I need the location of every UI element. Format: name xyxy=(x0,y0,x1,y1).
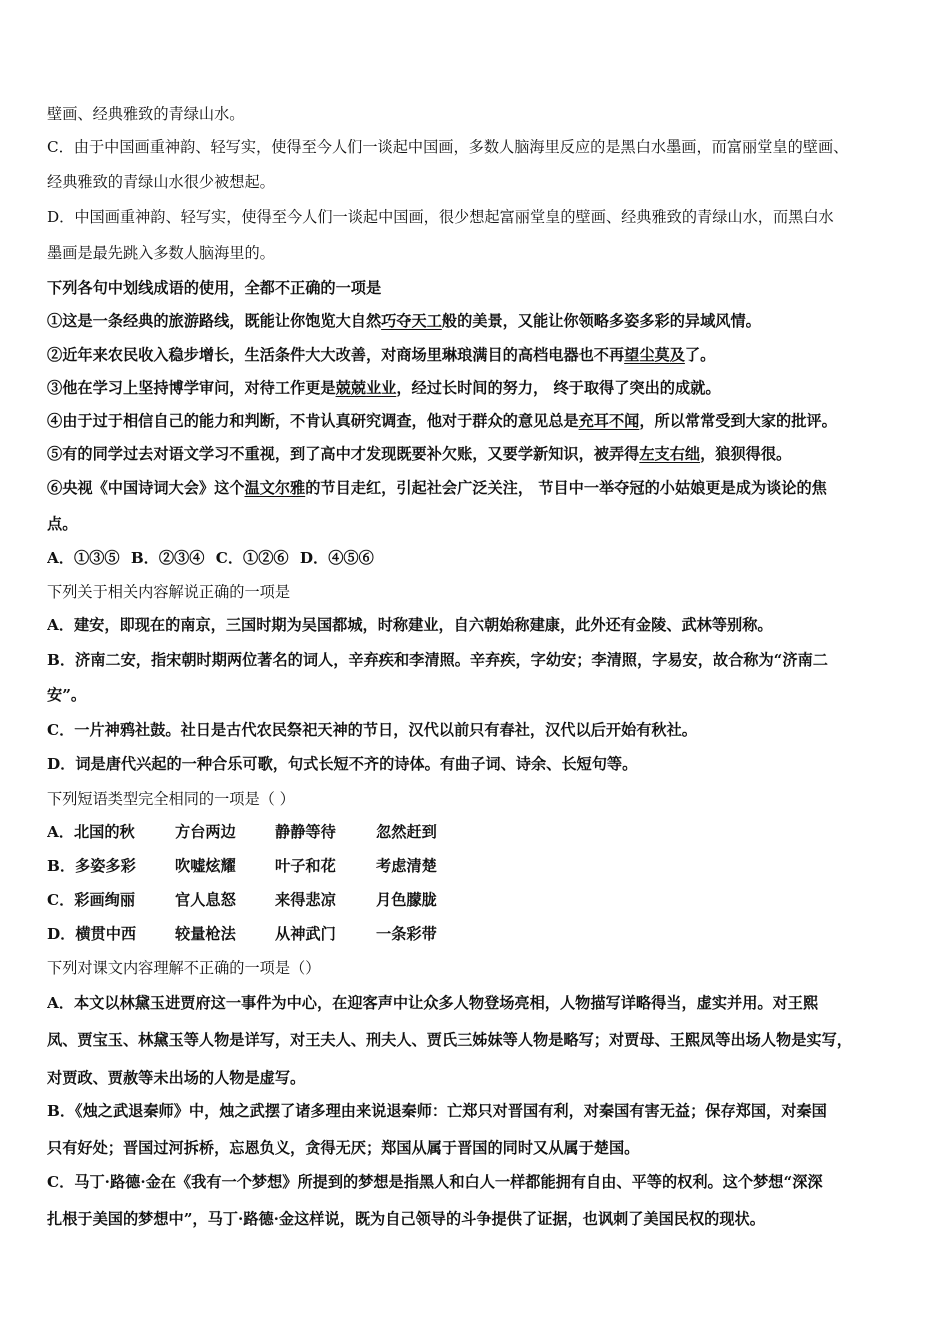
culture-option-b-line-2: 安”。 xyxy=(47,686,87,704)
text-option-c-line-1: C．马丁·路德·金在《我有一个梦想》所提到的梦想是指黑人和白人一样都能拥有自由、平等的权利。这个梦想“深深 xyxy=(47,1173,823,1191)
text-option-a-line-2: 凤、贾宝玉、林黛玉等人物是详写，对王夫人、刑夫人、贾氏三姊妹等人物是略写；对贾母、王熙凤等出场人物是实写， xyxy=(47,1031,852,1049)
culture-option-c: C．一片神鸦社鼓。社日是古代农民祭祀天神的节日，汉代以前只有春社，汉代以后开始有秋社。 xyxy=(47,721,697,739)
underlined-idiom: 温文尔雅 xyxy=(244,479,306,497)
text-option-b-line-2: 只有好处；晋国过河拆桥，忘恩负义，贪得无厌；郑国从属于晋国的同时又从属于楚国。 xyxy=(47,1139,640,1157)
idiom-sentence-2 xyxy=(47,345,917,365)
phrase-item: 一条彩带 xyxy=(376,925,437,943)
culture-option-d: D．词是唐代兴起的一种合乐可歌，句式长短不齐的诗体。有曲子词、诗余、长短句等。 xyxy=(47,755,638,773)
option-a[interactable]: A．①③⑤ xyxy=(47,549,120,567)
idiom-sentence-1 xyxy=(47,311,917,331)
underlined-idiom: 望尘莫及 xyxy=(624,346,685,364)
phrase-label: B．多姿多彩 xyxy=(47,857,136,875)
phrase-item: 吹嘘炫耀 xyxy=(175,857,236,875)
phrase-item: 叶子和花 xyxy=(275,857,336,875)
phrase-label: A．北国的秋 xyxy=(47,823,135,841)
option-d-line-2: 墨画是最先跳入多数人脑海里的。 xyxy=(47,244,275,262)
option-d-line-1: D．中国画重神韵、轻写实，使得至今人们一谈起中国画，很少想起富丽堂皇的壁画、经典雅致的青绿山水，而黑白水 xyxy=(47,208,834,226)
phrase-item: 官人息怒 xyxy=(175,891,236,909)
phrase-item: 来得悲凉 xyxy=(275,891,336,909)
culture-question-stem: 下列关于相关内容解说正确的一项是 xyxy=(47,583,290,601)
underlined-idiom: 兢兢业业 xyxy=(335,379,397,397)
text-question-stem: 下列对课文内容理解不正确的一项是（） xyxy=(47,959,321,977)
phrase-option-row-b xyxy=(47,856,917,876)
sentence-text: 的节目走红，引起社会广泛关注， 节目中一举夺冠的小姑娘更是成为谈论的焦 xyxy=(305,479,827,497)
phrase-item: 静静等待 xyxy=(275,823,336,841)
idiom-sentence-6 xyxy=(47,478,917,498)
sentence-text: ，狼狈得很。 xyxy=(700,445,792,463)
sentence-text: ，经过长时间的努力， 终于取得了突出的成就。 xyxy=(396,379,721,397)
idiom-answer-options xyxy=(47,548,917,568)
culture-option-b-line-1: B．济南二安，指宋朝时期两位著名的词人，辛弃疾和李清照。辛弃疾，字幼安；李清照，字易安，故合称为“济南二 xyxy=(47,651,828,669)
sentence-text: ②近年来农民收入稳步增长，生活条件大大改善，对商场里琳琅满目的高档电器也不再 xyxy=(47,346,625,364)
sentence-text: ①这是一条经典的旅游路线，既能让你饱览大自然 xyxy=(47,312,382,330)
phrase-item: 从神武门 xyxy=(275,925,336,943)
underlined-idiom: 巧夺天工 xyxy=(381,312,442,330)
option-b-continuation: 壁画、经典雅致的青绿山水。 xyxy=(47,105,245,123)
sentence-text: ③他在学习上坚持博学审问，对待工作更是 xyxy=(47,379,336,397)
idiom-sentence-3 xyxy=(47,378,917,398)
idiom-sentence-5 xyxy=(47,444,917,464)
phrase-item: 较量枪法 xyxy=(175,925,236,943)
option-c-line-1: C．由于中国画重神韵、轻写实，使得至今人们一谈起中国画，多数人脑海里反应的是黑白水墨画，而富丽堂皇的壁画、 xyxy=(47,138,849,156)
phrase-option-row-a xyxy=(47,822,917,842)
phrase-item: 考虑清楚 xyxy=(376,857,437,875)
sentence-text: 了。 xyxy=(684,346,716,364)
phrase-label: C．彩画绚丽 xyxy=(47,891,136,909)
phrase-item: 月色朦胧 xyxy=(376,891,437,909)
sentence-text: ⑤有的同学过去对语文学习不重视，到了高中才发现既要补欠账，又要学新知识，被弄得 xyxy=(47,445,640,463)
phrase-item: 方台两边 xyxy=(175,823,236,841)
phrase-label: D．横贯中西 xyxy=(47,925,137,943)
idiom-question-stem: 下列各句中划线成语的使用，全都不正确的一项是 xyxy=(47,279,382,297)
culture-option-a: A．建安，即现在的南京，三国时期为吴国都城，时称建业，自六朝始称建康，此外还有金陵、武林等别称。 xyxy=(47,616,773,634)
option-c-line-2: 经典雅致的青绿山水很少被想起。 xyxy=(47,173,275,191)
sentence-text: ，所以常常受到大家的批评。 xyxy=(639,412,837,430)
option-b[interactable]: B．②③④ xyxy=(130,549,205,567)
phrase-question-stem: 下列短语类型完全相同的一项是（ ） xyxy=(47,790,295,808)
underlined-idiom: 充耳不闻 xyxy=(578,412,640,430)
phrase-option-row-d xyxy=(47,924,917,944)
option-c[interactable]: C．①②⑥ xyxy=(215,549,289,567)
sentence-text: ⑥央视《中国诗词大会》这个 xyxy=(47,479,245,497)
text-option-a-line-3: 对贾政、贾赦等未出场的人物是虚写。 xyxy=(47,1069,306,1087)
text-option-a-line-1: A．本文以林黛玉进贾府这一事件为中心，在迎客声中让众多人物登场亮相，人物描写详略得当，虚实并用。对王熙 xyxy=(47,994,819,1012)
underlined-idiom: 左支右绌 xyxy=(639,445,701,463)
phrase-item: 忽然赶到 xyxy=(376,823,437,841)
text-option-b-line-1: B．《烛之武退秦师》中，烛之武摆了诸多理由来说退秦师：亡郑只对晋国有利，对秦国有害无益；保存郑国，对秦国 xyxy=(47,1102,827,1120)
idiom-sentence-6-continuation: 点。 xyxy=(47,515,78,533)
phrase-option-row-c xyxy=(47,890,917,910)
sentence-text: ④由于过于相信自己的能力和判断，不肯认真研究调查，他对于群众的意见总是 xyxy=(47,412,579,430)
text-option-c-line-2: 扎根于美国的梦想中”，马丁·路德·金这样说，既为自己领导的斗争提供了证据，也讽刺了美国民权的现状。 xyxy=(47,1210,765,1228)
option-d[interactable]: D．④⑤⑥ xyxy=(299,549,374,567)
sentence-text: 般的美景，又能让你领略多姿多彩的异域风情。 xyxy=(441,312,761,330)
idiom-sentence-4 xyxy=(47,411,917,431)
